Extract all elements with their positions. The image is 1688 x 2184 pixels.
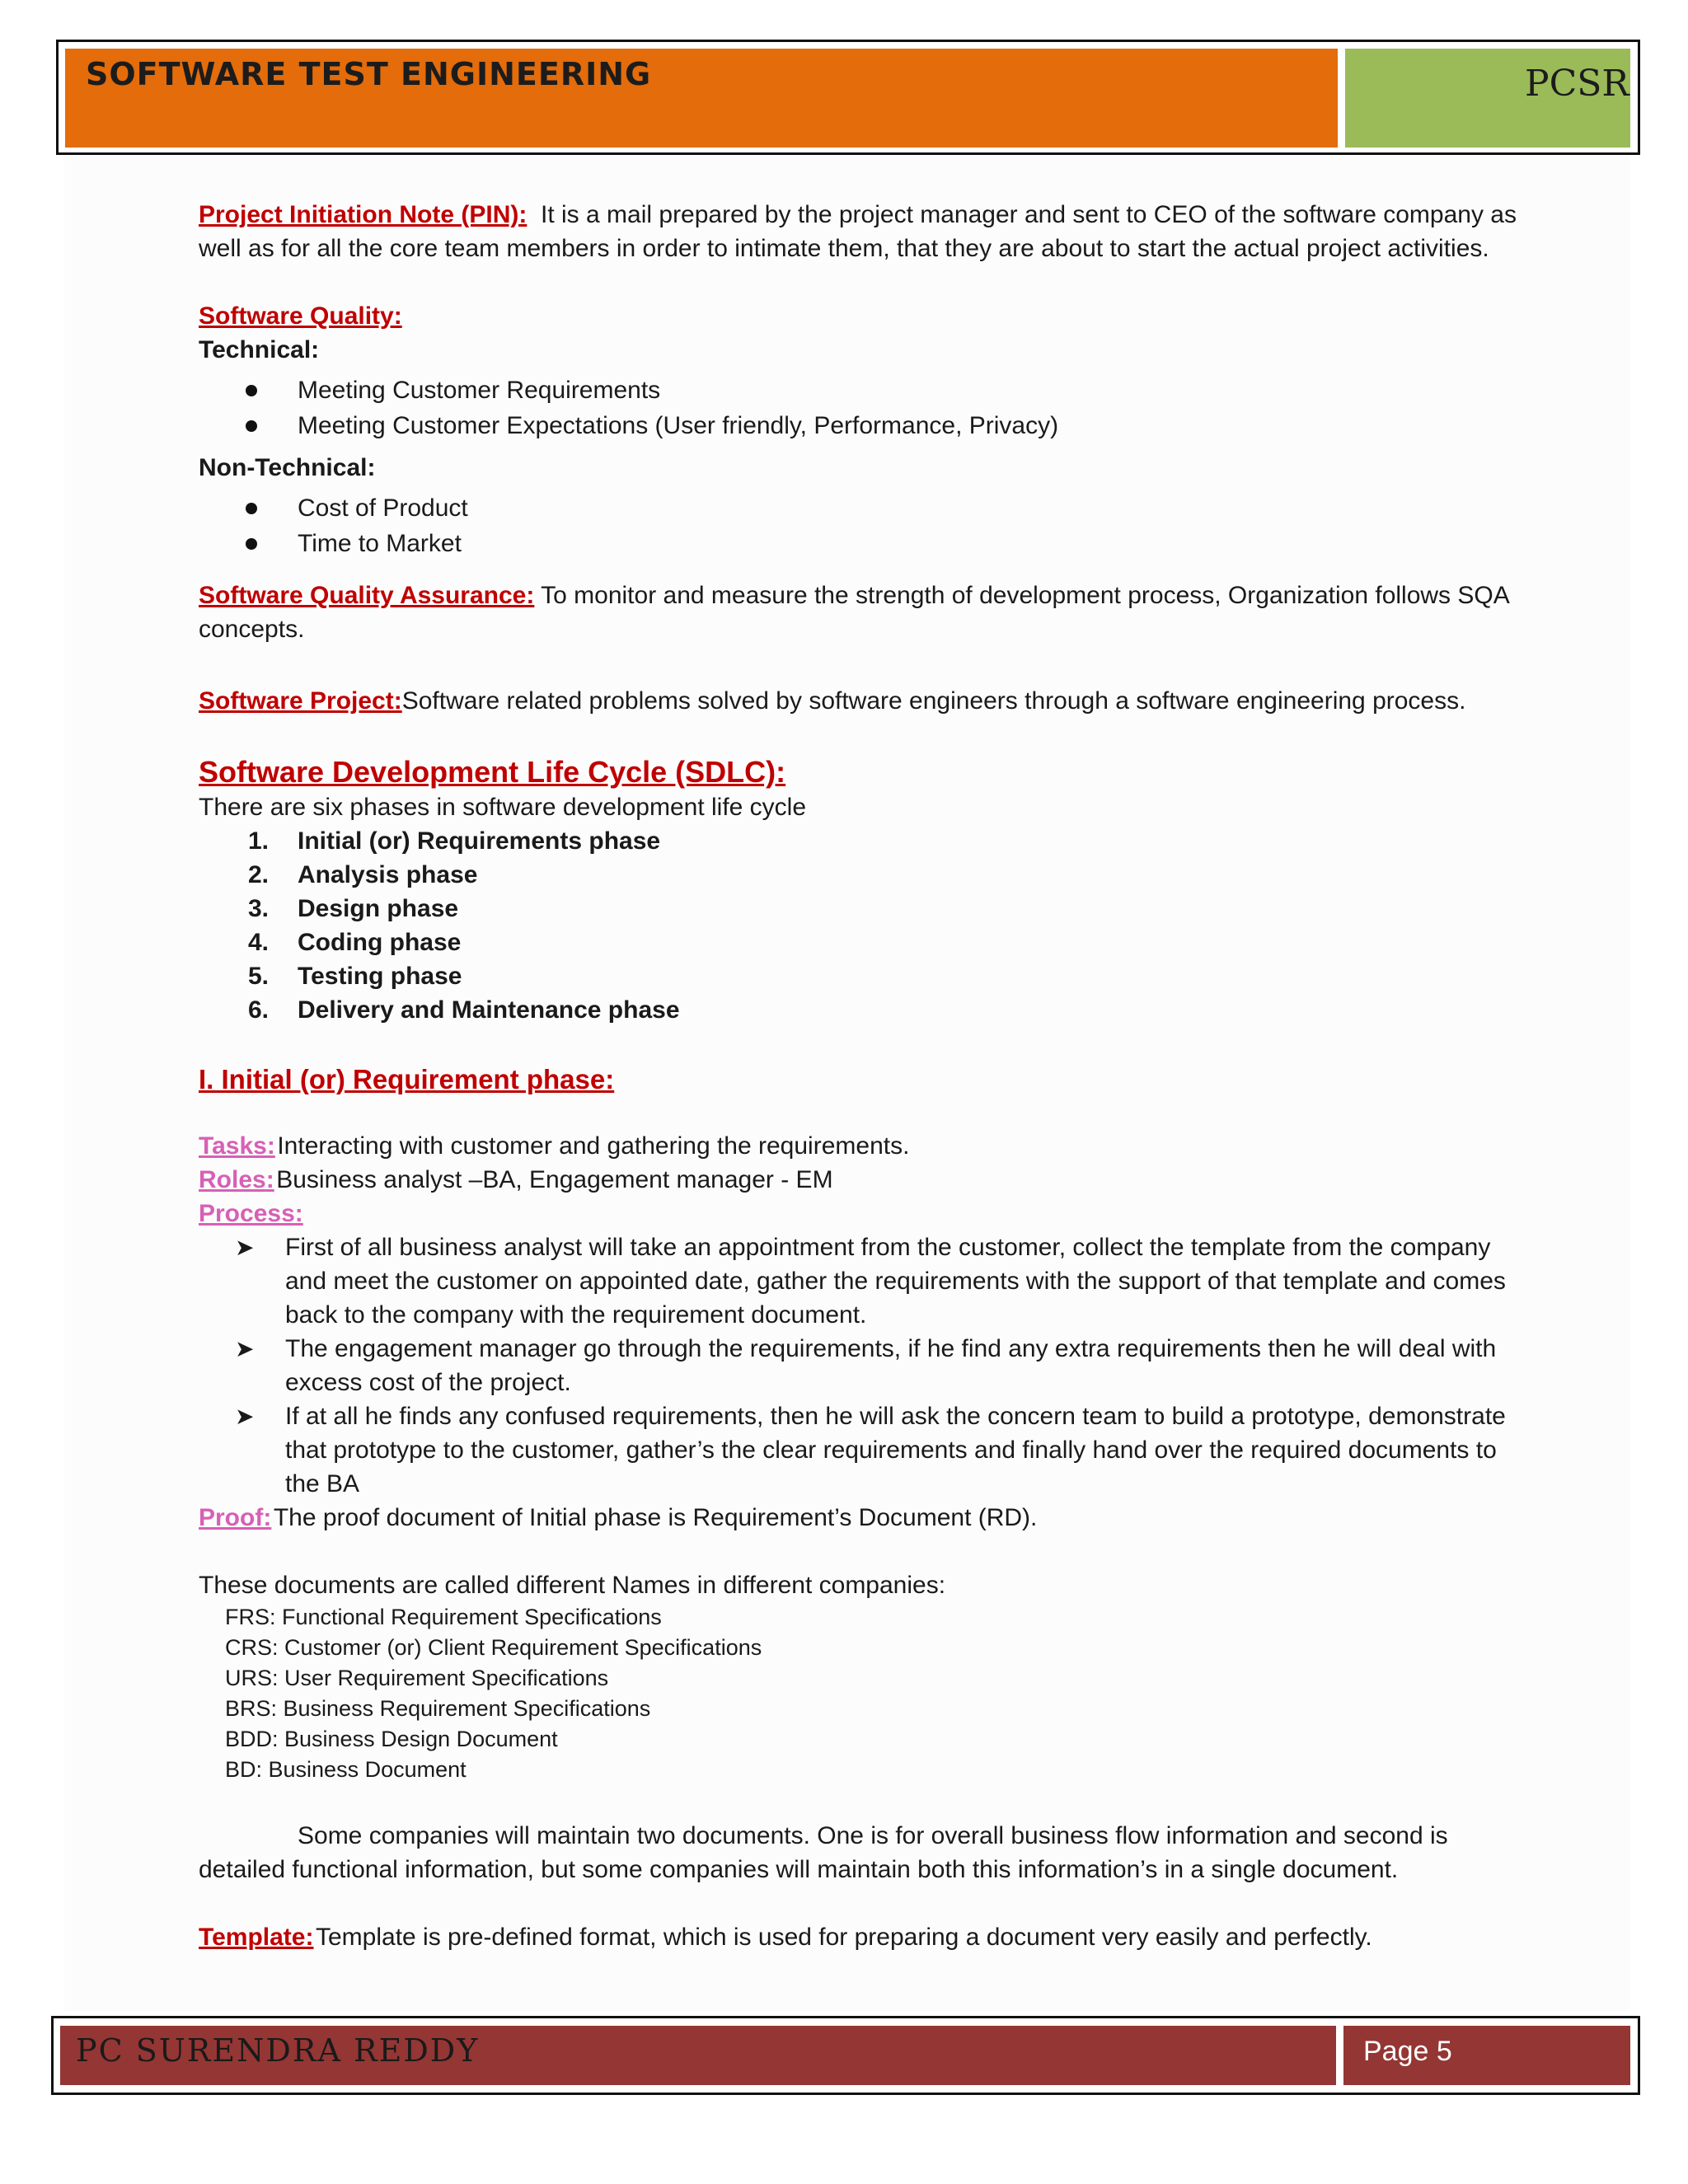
list-item: BRS: Business Requirement Specifications — [225, 1696, 651, 1721]
list-item: 2. Analysis phase — [248, 861, 478, 888]
bullet-dot-icon — [246, 385, 257, 396]
process-list — [199, 1230, 1517, 1501]
list-item: 4. Coding phase — [248, 929, 462, 956]
non-technical-list — [199, 491, 1517, 562]
template-text: Template is pre-defined format, which is used for preparing a document very easily and perfectly. — [315, 1924, 1372, 1951]
bullet-dot-icon — [246, 503, 257, 514]
arrow-bullet-icon: ➤ — [235, 1404, 255, 1429]
arrow-bullet-icon: ➤ — [235, 1336, 255, 1361]
bullet-dot-icon — [246, 538, 257, 550]
list-item: 1. Initial (or) Requirements phase — [248, 827, 661, 855]
documents-intro: These documents are called different Names in different companies: — [199, 1572, 946, 1599]
header-title: SOFTWARE TEST ENGINEERING — [86, 56, 652, 92]
project-text: Software related problems solved by software engineers through a software engineering process. — [401, 687, 1466, 715]
sdlc-phase-list — [199, 824, 1517, 1027]
footer-author: PC SURENDRA REDDY — [76, 2032, 480, 2069]
list-item: 6. Delivery and Maintenance phase — [248, 996, 680, 1024]
pin-paragraph — [199, 198, 1517, 265]
list-item: 3. Design phase — [248, 895, 459, 922]
sdlc-heading: Software Development Life Cycle (SDLC): — [199, 755, 786, 789]
sqa-text: To monitor and measure the strength of development process, Organization follows SQA concepts. — [199, 582, 1509, 643]
pin-label: Project Initiation Note (PIN): — [199, 201, 528, 228]
list-item: ➤ If at all he finds any confused requirements, then he will ask the concern team to build a prototype, demonstrate that prototype to the customer, gather’s the clear requirements and finally hand over the required documents to the BA — [199, 1399, 1517, 1501]
sqa-label: Software Quality Assurance: — [199, 582, 535, 609]
bullet-dot-icon — [246, 420, 257, 432]
list-item: Meeting Customer Expectations (User friendly, Performance, Privacy) — [199, 409, 1517, 444]
project-label: Software Project: — [199, 687, 402, 715]
tasks-label: Tasks: — [199, 1132, 275, 1160]
document-names-list — [199, 1602, 1517, 1785]
list-item: Cost of Product — [199, 491, 1517, 527]
arrow-bullet-icon: ➤ — [235, 1235, 255, 1260]
page-number: Page 5 — [1363, 2036, 1452, 2067]
list-item: ➤ First of all business analyst will take an appointment from the customer, collect the template from the company and meet the customer on appointed date, gather the requirements with the support of that template and comes back to the company with the requirement document. — [199, 1230, 1517, 1332]
list-item: ➤ The engagement manager go through the requirements, if he find any extra requirements then he will deal with excess cost of the project. — [199, 1332, 1517, 1399]
pin-text: It is a mail prepared by the project manager and sent to CEO of the software company as well as for all the core team members in order to intimate them, that they are about to start the actual project activities. — [199, 201, 1517, 262]
list-item: FRS: Functional Requirement Specifications — [225, 1605, 662, 1629]
roles-line: Roles: Business analyst –BA, Engagement manager - EM — [199, 1166, 833, 1193]
proof-label: Proof: — [199, 1504, 272, 1531]
project-paragraph — [199, 684, 1517, 718]
non-technical-label: Non-Technical: — [199, 454, 376, 481]
header-code: PCSR — [1525, 63, 1629, 105]
list-item: URS: User Requirement Specifications — [225, 1666, 609, 1690]
template-paragraph — [199, 1920, 1517, 1954]
list-item: 5. Testing phase — [248, 963, 462, 990]
list-item: BD: Business Document — [225, 1757, 467, 1782]
initial-phase-heading: I. Initial (or) Requirement phase: — [199, 1064, 615, 1094]
sqa-paragraph — [199, 579, 1517, 646]
template-label: Template: — [199, 1924, 314, 1951]
quality-label: Software Quality: — [199, 302, 402, 330]
document-body — [199, 198, 1517, 1954]
technical-label: Technical: — [199, 336, 320, 363]
sdlc-intro: There are six phases in software development life cycle — [199, 794, 807, 821]
list-item: CRS: Customer (or) Client Requirement Specifications — [225, 1635, 762, 1660]
documents-note: Some companies will maintain two documents. One is for overall business flow information and second is detailed functional information, but some companies will maintain both this information’s in a single document. — [199, 1822, 1448, 1883]
list-item: Time to Market — [199, 527, 1517, 562]
list-item: Meeting Customer Requirements — [199, 373, 1517, 409]
tasks-line: Tasks: Interacting with customer and gathering the requirements. — [199, 1132, 910, 1160]
process-label: Process: — [199, 1200, 303, 1227]
roles-label: Roles: — [199, 1166, 274, 1193]
proof-line: Proof: The proof document of Initial phase is Requirement’s Document (RD). — [199, 1504, 1038, 1531]
technical-list — [199, 373, 1517, 444]
list-item: BDD: Business Design Document — [225, 1727, 558, 1751]
